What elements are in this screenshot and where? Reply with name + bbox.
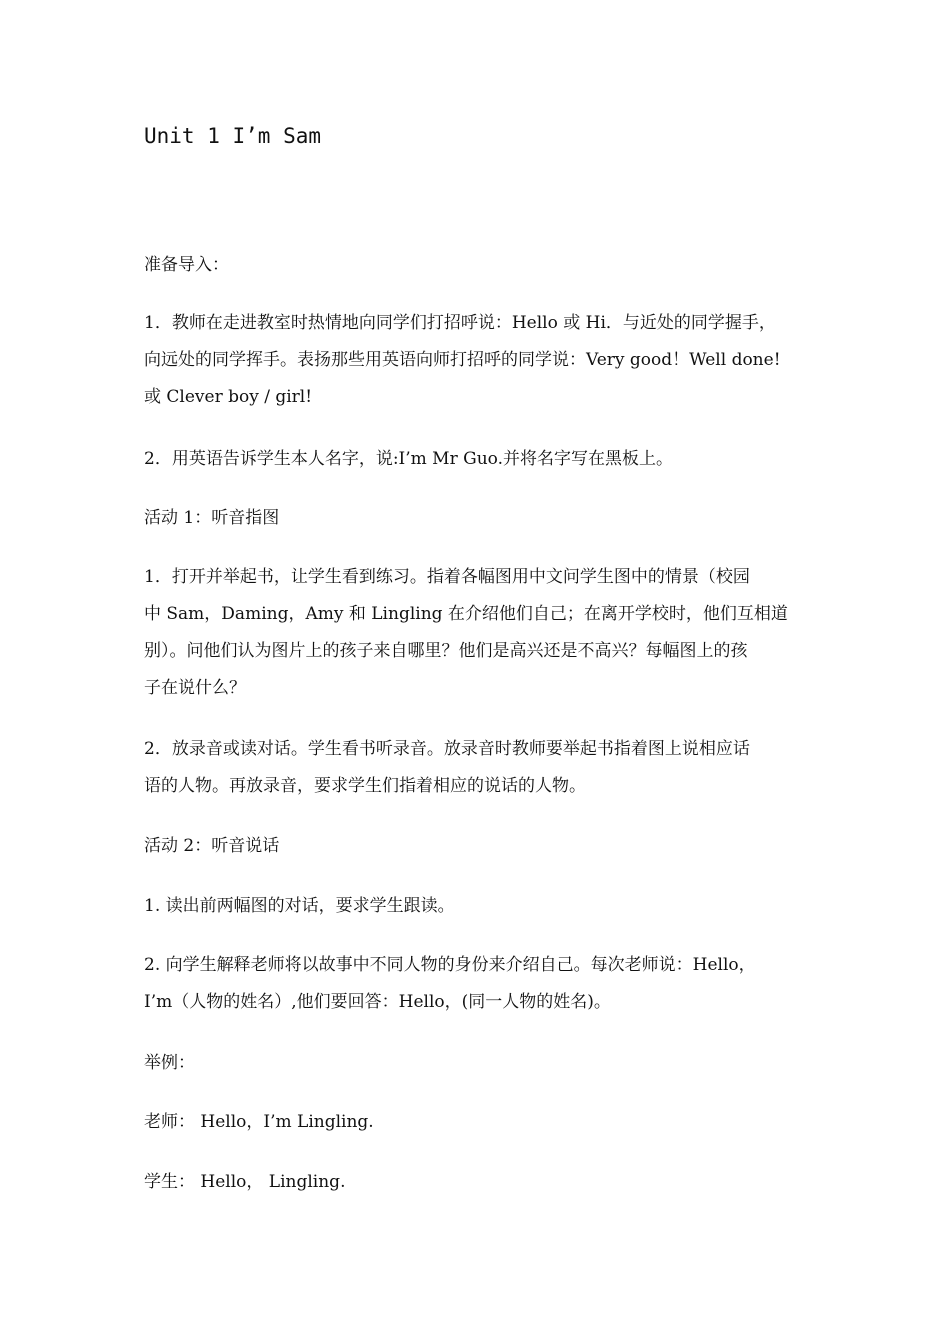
text-line: 1．教师在走进教室时热情地向同学们打招呼说：Hello 或 Hi．与近处的同学握手， — [144, 313, 776, 333]
paragraph-activity-2-step-1 — [144, 888, 824, 925]
paragraph-activity-1-step-2 — [144, 731, 824, 805]
paragraph-activity-2-heading — [144, 828, 824, 865]
text-line: 1．打开并举起书，让学生看到练习。指着各幅图用中文问学生图中的情景（校园 — [144, 567, 750, 587]
text-line: 语的人物。再放录音，要求学生们指着相应的说话的人物。 — [144, 776, 586, 796]
paragraph-intro-step-1 — [144, 305, 824, 416]
text-line: 或 Clever boy / girl! — [144, 387, 313, 407]
document-title: Unit 1 I’m Sam — [144, 124, 322, 148]
text-line: 准备导入： — [144, 255, 229, 275]
text-line: 向远处的同学挥手。表扬那些用英语向师打招呼的同学说：Very good！Well done! — [144, 350, 781, 370]
paragraph-teacher-line — [144, 1104, 824, 1141]
paragraph-activity-2-step-2 — [144, 947, 824, 1021]
text-line: 2．放录音或读对话。学生看书听录音。放录音时教师要举起书指着图上说相应话 — [144, 739, 750, 759]
paragraph-example-heading — [144, 1045, 824, 1082]
text-line: 子在说什么？ — [144, 678, 246, 698]
text-line: 学生： Hello， Lingling. — [144, 1172, 346, 1192]
text-line: I’m（人物的姓名）,他们要回答：Hello，(同一人物的姓名)。 — [144, 992, 611, 1012]
text-line: 2. 向学生解释老师将以故事中不同人物的身份来介绍自己。每次老师说：Hello， — [144, 955, 756, 975]
paragraph-activity-1-step-1 — [144, 559, 824, 707]
text-line: 2．用英语告诉学生本人名字，说:I’m Mr Guo.并将名字写在黑板上。 — [144, 449, 673, 469]
paragraph-intro-step-2 — [144, 441, 824, 478]
paragraph-student-line — [144, 1164, 824, 1201]
paragraph-activity-1-heading — [144, 500, 824, 537]
text-line: 举例： — [144, 1053, 195, 1073]
text-line: 中 Sam，Daming，Amy 和 Lingling 在介绍他们自己；在离开学校时，他们互相道 — [144, 604, 788, 624]
text-line: 别）。问他们认为图片上的孩子来自哪里？他们是高兴还是不高兴？每幅图上的孩 — [144, 641, 748, 661]
text-line: 活动 1：听音指图 — [144, 508, 280, 528]
text-line: 老师： Hello，I’m Lingling. — [144, 1112, 374, 1132]
paragraph-preparation-heading — [144, 247, 824, 284]
text-line: 1. 读出前两幅图的对话，要求学生跟读。 — [144, 896, 455, 916]
text-line: 活动 2：听音说话 — [144, 836, 280, 856]
